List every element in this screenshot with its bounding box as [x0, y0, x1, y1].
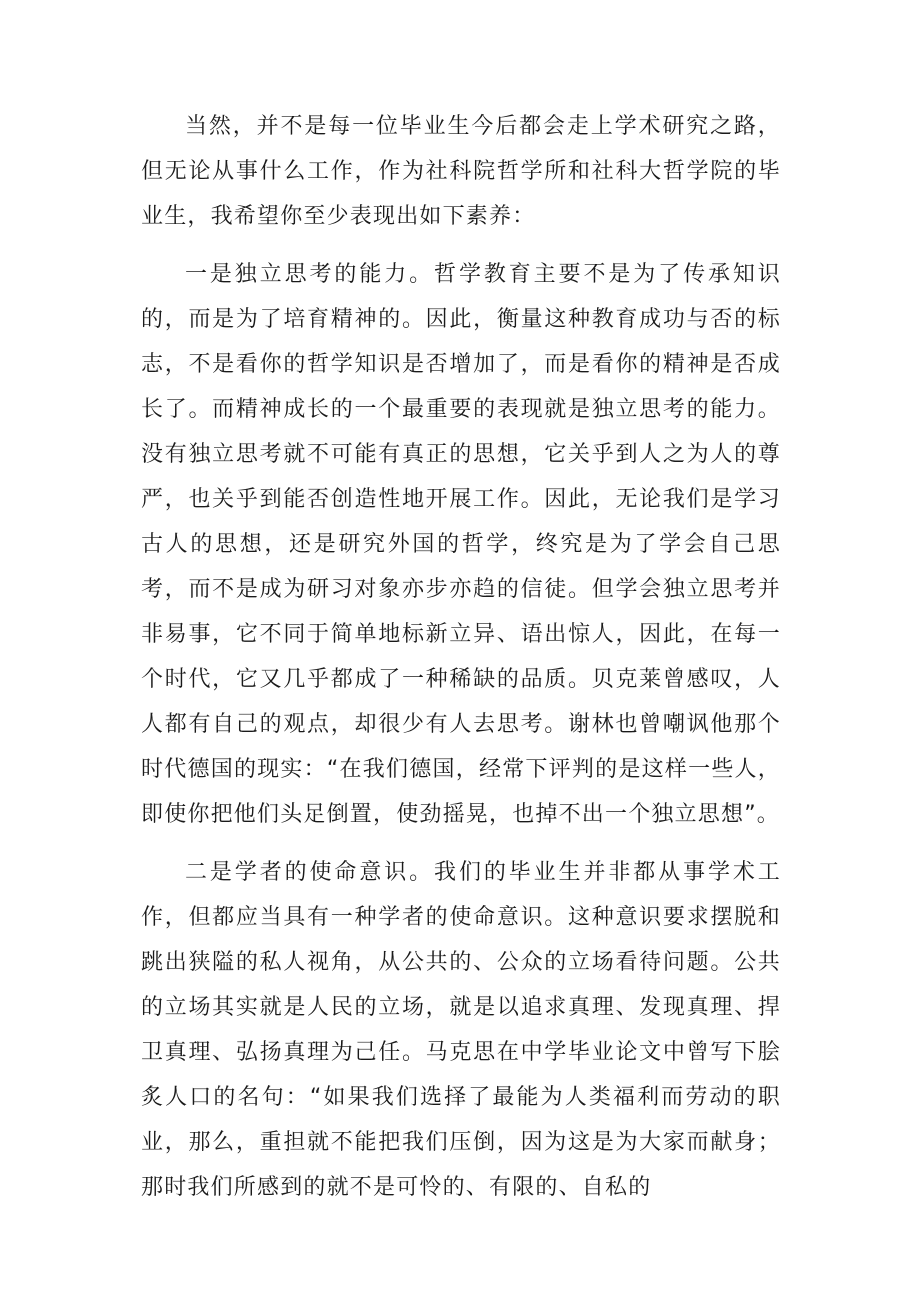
paragraph-independent-thinking: 一是独立思考的能力。哲学教育主要不是为了传承知识的，而是为了培育精神的。因此，衡量这种教育成功与否的标志，不是看你的哲学知识是否增加了，而是看你的精神是否成长了。而精神成长的一个最重要的表现就是独立思考的能力。没有独立思考就不可能有真正的思想，它关乎到人之为人的尊严，也关乎到能否创造性地开展工作。因此，无论我们是学习古人的思想，还是研究外国的哲学，终究是为了学会自己思考，而不是成为研习对象亦步亦趋的信徒。但学会独立思考并非易事，它不同于简单地标新立异、语出惊人，因此，在每一个时代，它又几乎都成了一种稀缺的品质。贝克莱曾感叹，人人都有自己的观点，却很少有人去思考。谢林也曾嘲讽他那个时代德国的现实：“在我们德国，经常下评判的是这样一些人，即使你把他们头足倒置，使劲摇晃，也掉不出一个独立思想”。 [141, 262, 781, 827]
paragraph-intro: 当然，并不是每一位毕业生今后都会走上学术研究之路，但无论从事什么工作，作为社科院哲学所和社科大哲学院的毕业生，我希望你至少表现出如下素养： [141, 114, 781, 229]
document-body [141, 104, 781, 1210]
paragraph-scholar-mission: 二是学者的使命意识。我们的毕业生并非都从事学术工作，但都应当具有一种学者的使命意识。这种意识要求摆脱和跳出狭隘的私人视角，从公共的、公众的立场看待问题。公共的立场其实就是人民的立场，就是以追求真理、发现真理、捍卫真理、弘扬真理为己任。马克思在中学毕业论文中曾写下脍炙人口的名句：“如果我们选择了最能为人类福利而劳动的职业，那么，重担就不能把我们压倒，因为这是为大家而献身；那时我们所感到的就不是可怜的、有限的、自私的 [141, 860, 781, 1200]
